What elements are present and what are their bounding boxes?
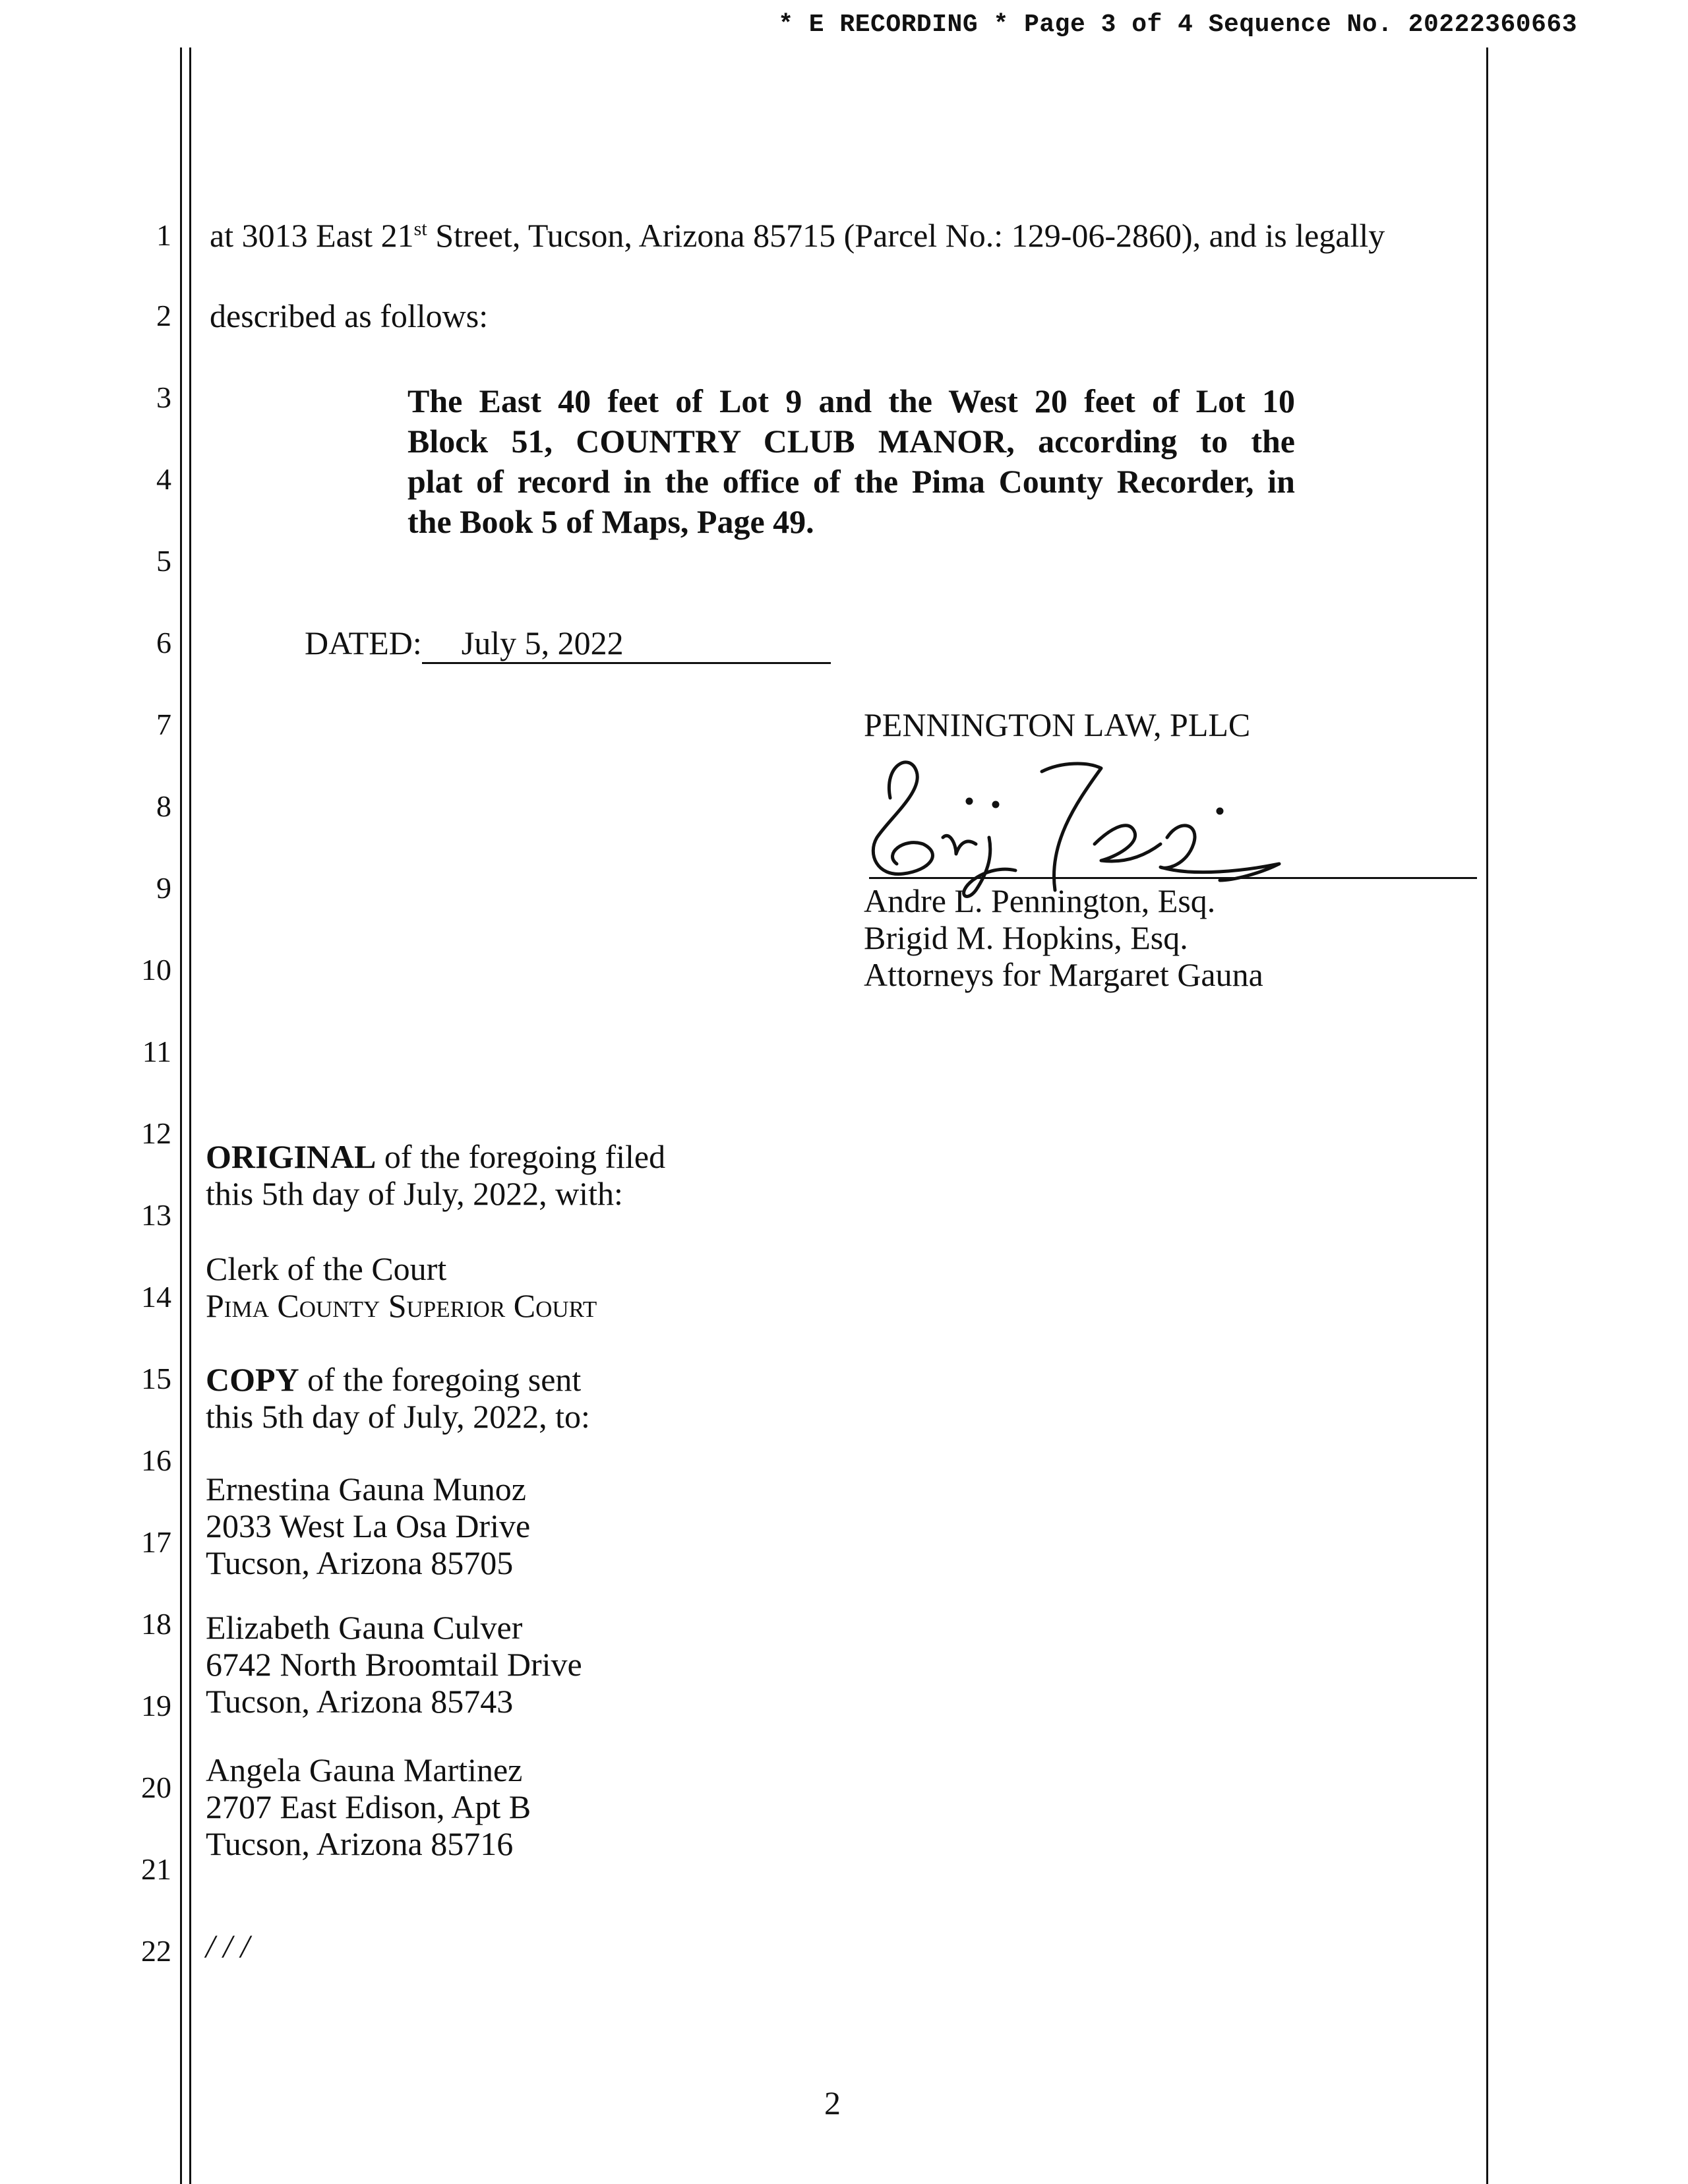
line-number: 22	[141, 1934, 171, 1968]
body-line-2: described as follows:	[210, 297, 489, 334]
clerk-block	[206, 1250, 597, 1324]
signature-line	[869, 877, 1477, 879]
line-number: 21	[141, 1852, 171, 1886]
legal-line: plat of record in the office of the Pima County Recorder, in	[407, 463, 1295, 500]
line-number: 18	[141, 1607, 171, 1641]
line-number: 19	[141, 1689, 171, 1722]
continuation-marks: / / /	[206, 1927, 250, 1964]
body-line-1: at 3013 East 21st Street, Tucson, Arizona 85715 (Parcel No.: 129-06-2860), and is legally	[210, 217, 1385, 254]
court-name: Pima County Superior Court	[206, 1287, 597, 1324]
recipient-street: 6742 North Broomtail Drive	[206, 1646, 582, 1683]
attorney-role: Attorneys for Margaret Gauna	[864, 956, 1263, 993]
line-number: 3	[156, 380, 171, 414]
recipient-address	[206, 1751, 531, 1862]
signature-attorneys	[864, 882, 1263, 993]
recipient-street: 2033 West La Osa Drive	[206, 1507, 531, 1544]
right-margin-rule	[1486, 47, 1488, 2184]
copy-label: COPY	[206, 1361, 299, 1398]
legal-description	[407, 381, 1295, 542]
line-number: 10	[141, 953, 171, 986]
line-number: 12	[141, 1116, 171, 1150]
legal-line: Block 51, COUNTRY CLUB MANOR, according to the	[407, 423, 1295, 460]
left-margin-rule-inner	[189, 47, 191, 2184]
recipient-city: Tucson, Arizona 85743	[206, 1683, 514, 1720]
clerk-name: Clerk of the Court	[206, 1250, 447, 1287]
recipient-name: Angela Gauna Martinez	[206, 1751, 523, 1788]
line-number: 14	[141, 1280, 171, 1314]
line-number: 13	[141, 1198, 171, 1232]
recipient-name: Elizabeth Gauna Culver	[206, 1609, 523, 1646]
recipient-address	[206, 1471, 530, 1581]
recipient-city: Tucson, Arizona 85705	[206, 1544, 514, 1581]
recipient-name: Ernestina Gauna Munoz	[206, 1471, 526, 1507]
line-number: 4	[156, 462, 171, 496]
copy-service: COPY of the foregoing sent this 5th day of July, 2022, to:	[206, 1361, 590, 1435]
line-number: 5	[156, 544, 171, 578]
line-number: 15	[141, 1362, 171, 1395]
line-number: 2	[156, 299, 171, 332]
recipient-street: 2707 East Edison, Apt B	[206, 1788, 531, 1825]
recipient-city: Tucson, Arizona 85716	[206, 1825, 514, 1862]
dated-line	[305, 624, 831, 664]
original-date: this 5th day of July, 2022, with:	[206, 1175, 623, 1212]
recipient-address	[206, 1609, 582, 1720]
recording-header: * E RECORDING * Page 3 of 4 Sequence No. 20222360663	[778, 11, 1577, 39]
dated-value: July 5, 2022	[422, 624, 831, 664]
dated-label: DATED:	[305, 624, 422, 661]
line-number: 16	[141, 1443, 171, 1477]
attorney-1: Andre L. Pennington, Esq.	[864, 882, 1216, 919]
legal-line: The East 40 feet of Lot 9 and the West 20 feet of Lot 10	[407, 382, 1295, 419]
left-margin-rule-outer	[180, 47, 182, 2184]
line-number: 7	[156, 708, 171, 741]
line-number: 17	[141, 1525, 171, 1559]
line-number: 9	[156, 871, 171, 905]
attorney-2: Brigid M. Hopkins, Esq.	[864, 919, 1188, 956]
line-number: 11	[142, 1035, 171, 1068]
original-label: ORIGINAL	[206, 1138, 377, 1175]
copy-date: this 5th day of July, 2022, to:	[206, 1398, 590, 1435]
page-number: 2	[824, 2084, 841, 2121]
legal-line: the Book 5 of Maps, Page 49.	[407, 503, 814, 540]
line-number: 20	[141, 1771, 171, 1804]
firm-name: PENNINGTON LAW, PLLC	[864, 706, 1251, 743]
line-number: 8	[156, 789, 171, 823]
line-number: 6	[156, 626, 171, 659]
line-number: 1	[156, 218, 171, 252]
original-filing: ORIGINAL of the foregoing filed this 5th day of July, 2022, with:	[206, 1138, 666, 1212]
